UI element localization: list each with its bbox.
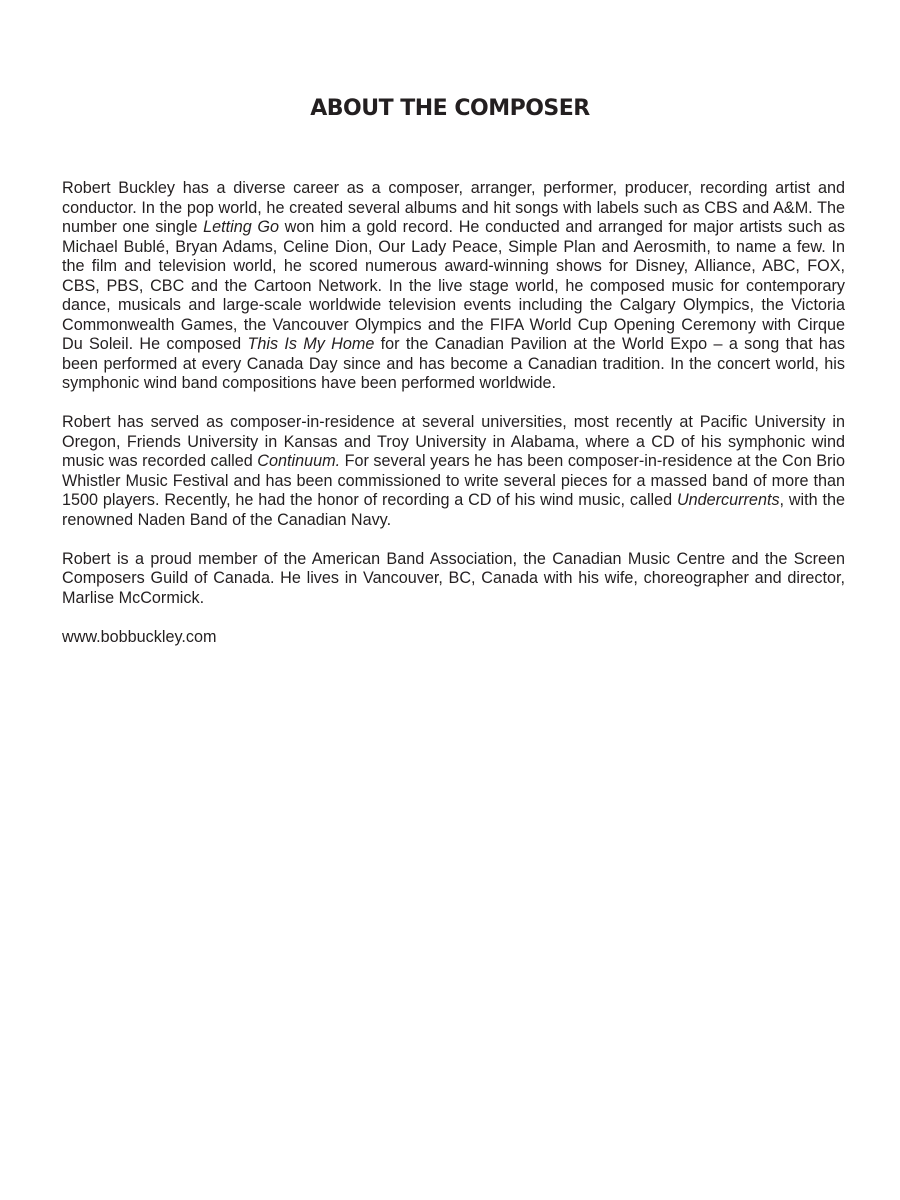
bio-content	[62, 179, 845, 667]
text-segment: For several years he has been composer-in-residence at the Con Brio Whistler Music Festival and has been commissioned to write several pieces for a massed band of more than 1500 players. Recently, he had the honor of recording a CD of his wind music, called	[62, 452, 845, 509]
bio-paragraph-residencies	[62, 413, 845, 530]
song-title-letting-go: Letting Go	[203, 218, 280, 236]
website-link[interactable]: www.bobbuckley.com	[62, 627, 217, 646]
album-title-undercurrents: Undercurrents	[676, 491, 780, 509]
page-title: ABOUT THE COMPOSER	[310, 96, 590, 121]
album-title-continuum: Continuum.	[257, 452, 341, 470]
bio-paragraph-memberships: Robert is a proud member of the American Band Association, the Canadian Music Centre and the Screen Composers Guild of Canada. He lives in Vancouver, BC, Canada with his wife, choreographer and director, Marlise McCormick.	[62, 549, 845, 607]
text-segment: for the Canadian Pavilion at the World Expo – a song that has been performed at every Canada Day since and has become a Canadian tradition. In the concert world, his symphonic wind band compositions have been performed worldwide.	[62, 335, 845, 392]
text-segment: Robert Buckley has a diverse career as a composer, arranger, performer, producer, recording artist and conductor. In the pop world, he created several albums and hit songs with labels such as CBS and A&M. The number one single	[62, 179, 845, 236]
bio-paragraph-career	[62, 179, 845, 394]
text-segment: won him a gold record. He conducted and arranged for major artists such as Michael Bublé, Bryan Adams, Celine Dion, Our Lady Peace, Simple Plan and Aerosmith, to name a few. In the film and television world, he scored numerous award-winning shows for Disney, Alliance, ABC, FOX, CBS, PBS, CBC and the Cartoon Network. In the live stage world, he composed music for contemporary dance, musicals and large-scale worldwide television events including the Calgary Olympics, the Victoria Commonwealth Games, the Vancouver Olympics and the FIFA World Cup Opening Ceremony with Cirque Du Soleil. He composed	[62, 218, 845, 353]
song-title-this-is-my-home: This Is My Home	[247, 335, 375, 353]
text-segment: , with the renowned Naden Band of the Canadian Navy.	[62, 491, 845, 529]
text-segment: Robert has served as composer-in-residence at several universities, most recently at Pacific University in Oregon, Friends University in Kansas and Troy University in Alabama, where a CD of his symphonic wind music was recorded called	[62, 413, 845, 470]
